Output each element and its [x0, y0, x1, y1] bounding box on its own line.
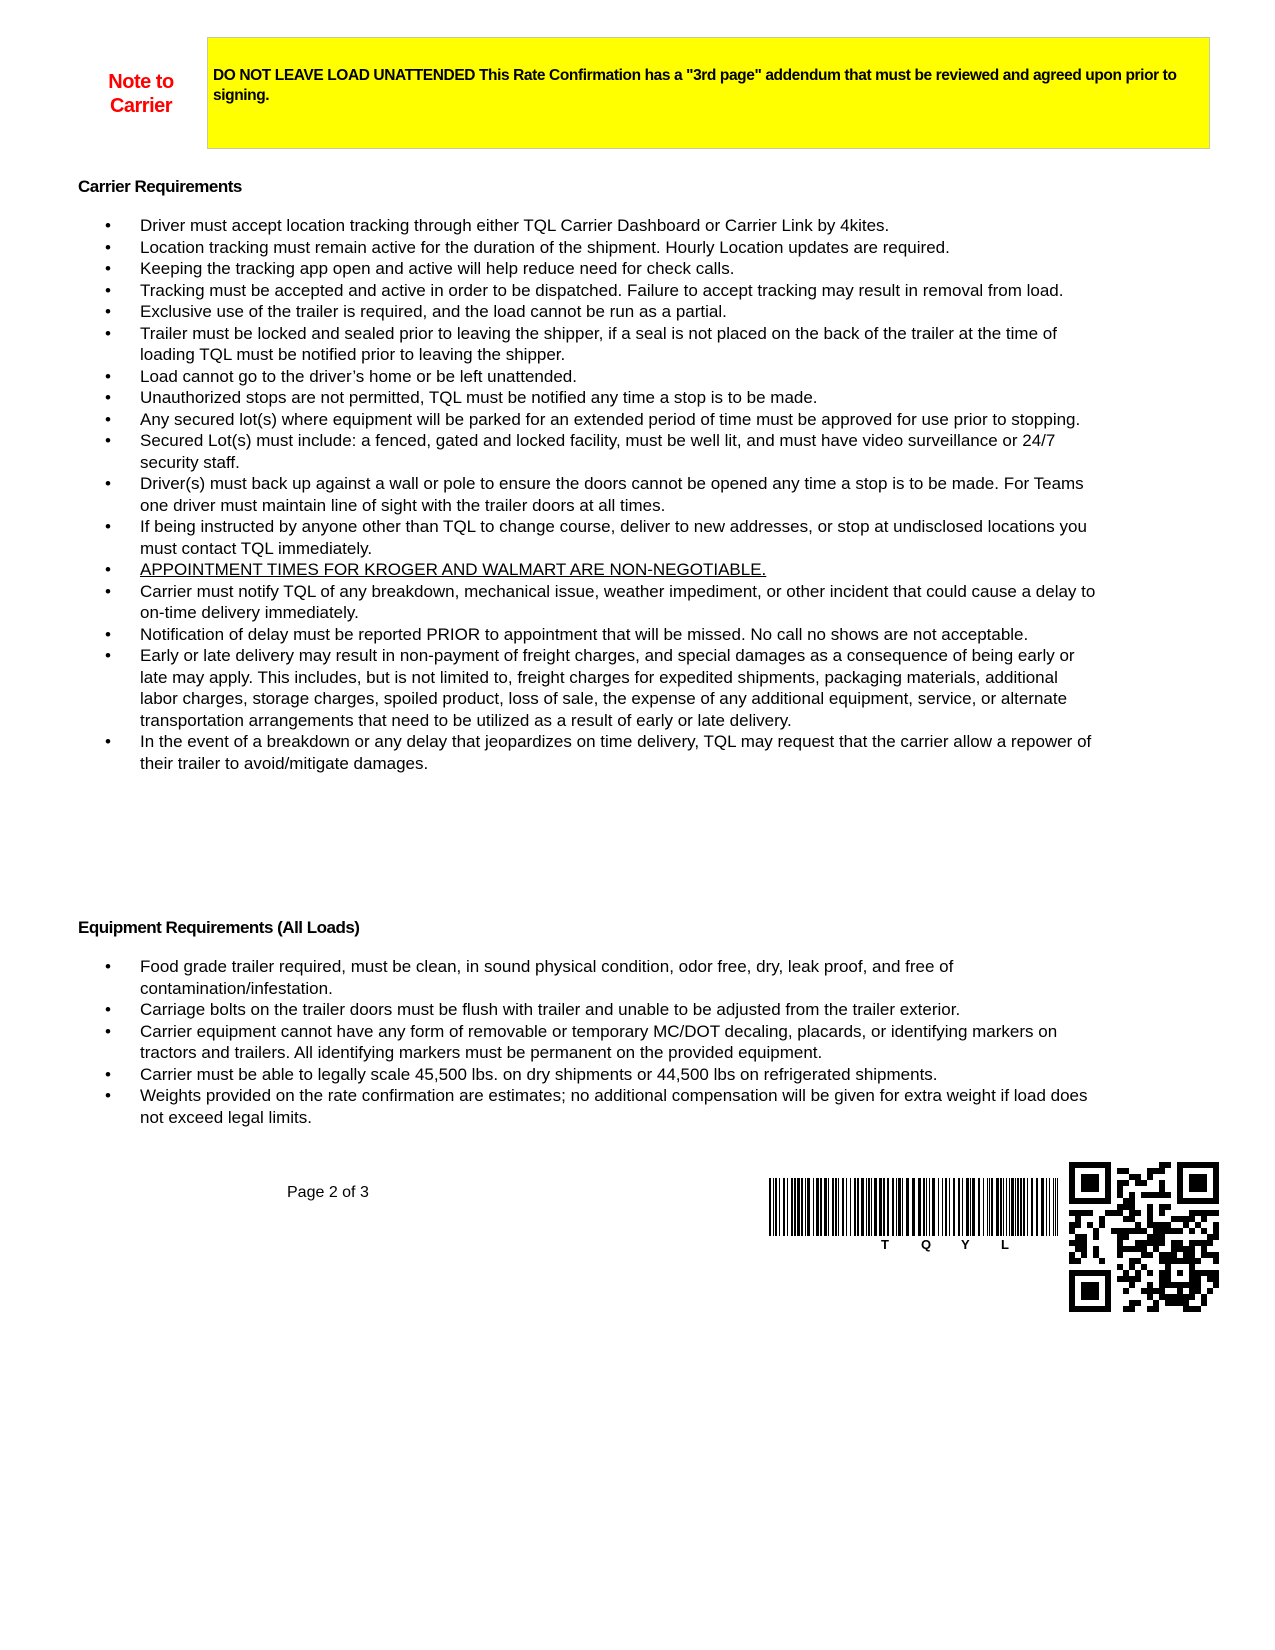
list-item: • Keeping the tracking app open and active will help reduce need for check calls. [78, 258, 1098, 280]
list-item: • In the event of a breakdown or any delay that jeopardizes on time delivery, TQL may request that the carrier allow a repower of their trailer to avoid/mitigate damages. [78, 731, 1098, 774]
carrier-requirements-heading: Carrier Requirements [78, 177, 242, 196]
barcode-char: Q [921, 1237, 932, 1252]
equipment-requirements-heading: Equipment Requirements (All Loads) [78, 918, 360, 937]
list-item: • Driver must accept location tracking through either TQL Carrier Dashboard or Carrier Link by 4kites. [78, 215, 1098, 237]
note-label-line1: Note to [108, 71, 174, 93]
list-item: • Notification of delay must be reported PRIOR to appointment that will be missed. No call no shows are not acceptable. [78, 624, 1098, 646]
barcode-image [769, 1178, 1060, 1236]
list-item: • Tracking must be accepted and active in order to be dispatched. Failure to accept tracking may result in removal from load. [78, 280, 1098, 302]
list-item: • Load cannot go to the driver’s home or be left unattended. [78, 366, 1098, 388]
list-item: • Carrier equipment cannot have any form of removable or temporary MC/DOT decaling, placards, or identifying markers on tractors and trailers. All identifying markers must be permanent on the provided equipment. [78, 1021, 1098, 1064]
list-item: • Weights provided on the rate confirmation are estimates; no additional compensation will be given for extra weight if load does not exceed legal limits. [78, 1085, 1098, 1128]
list-item: • Exclusive use of the trailer is required, and the load cannot be run as a partial. [78, 301, 1098, 323]
appointment-times-notice: APPOINTMENT TIMES FOR KROGER AND WALMART ARE NON-NEGOTIABLE. [140, 560, 767, 579]
list-item: • If being instructed by anyone other than TQL to change course, deliver to new addresses, or stop at undisclosed locations you must contact TQL immediately. [78, 516, 1098, 559]
list-item: • Location tracking must remain active for the duration of the shipment. Hourly Location updates are required. [78, 237, 1098, 259]
equipment-requirements-list [78, 956, 1098, 1128]
list-item: • Carriage bolts on the trailer doors must be flush with trailer and unable to be adjusted from the trailer exterior. [78, 999, 1098, 1021]
list-item: • Carrier must be able to legally scale 45,500 lbs. on dry shipments or 44,500 lbs on refrigerated shipments. [78, 1064, 1098, 1086]
list-item [78, 559, 1098, 581]
list-item: • Early or late delivery may result in non-payment of freight charges, and special damages as a consequence of being early or late may apply. This includes, but is not limited to, freight charges for expedited shipments, packaging materials, additional labor charges, storage charges, spoiled product, loss of sale, the expense of any additional equipment, service, or alternate transportation arrangements that need to be utilized as a result of early or late delivery. [78, 645, 1098, 731]
note-label-line2: Carrier [109, 95, 173, 117]
barcode-char: Y [961, 1237, 970, 1252]
note-to-carrier-box [207, 37, 1210, 149]
list-item: • Food grade trailer required, must be clean, in sound physical condition, odor free, dry, leak proof, and free of contamination/infestation. [78, 956, 1098, 999]
qr-code-image [1069, 1162, 1219, 1312]
note-text: DO NOT LEAVE LOAD UNATTENDED This Rate Confirmation has a "3rd page" addendum that must be reviewed and agreed upon prior to signing. [213, 67, 1177, 104]
carrier-requirements-list [78, 215, 1098, 774]
list-item: • Any secured lot(s) where equipment will be parked for an extended period of time must be approved for use prior to stopping. [78, 409, 1098, 431]
page-number: Page 2 of 3 [287, 1184, 369, 1201]
note-to-carrier-label [96, 70, 186, 118]
barcode-char: T [881, 1237, 889, 1252]
list-item: • Driver(s) must back up against a wall or pole to ensure the doors cannot be opened any time a stop is to be made. For Teams one driver must maintain line of sight with the trailer doors at all times. [78, 473, 1098, 516]
list-item: • Secured Lot(s) must include: a fenced, gated and locked facility, must be well lit, and must have video surveillance or 24/7 security staff. [78, 430, 1098, 473]
list-item: • Unauthorized stops are not permitted, TQL must be notified any time a stop is to be made. [78, 387, 1098, 409]
list-item: • Trailer must be locked and sealed prior to leaving the shipper, if a seal is not placed on the back of the trailer at the time of loading TQL must be notified prior to leaving the shipper. [78, 323, 1098, 366]
barcode-caption [769, 1237, 1060, 1253]
list-item: • Carrier must notify TQL of any breakdown, mechanical issue, weather impediment, or other incident that could cause a delay to on-time delivery immediately. [78, 581, 1098, 624]
barcode-char: L [1001, 1237, 1009, 1252]
